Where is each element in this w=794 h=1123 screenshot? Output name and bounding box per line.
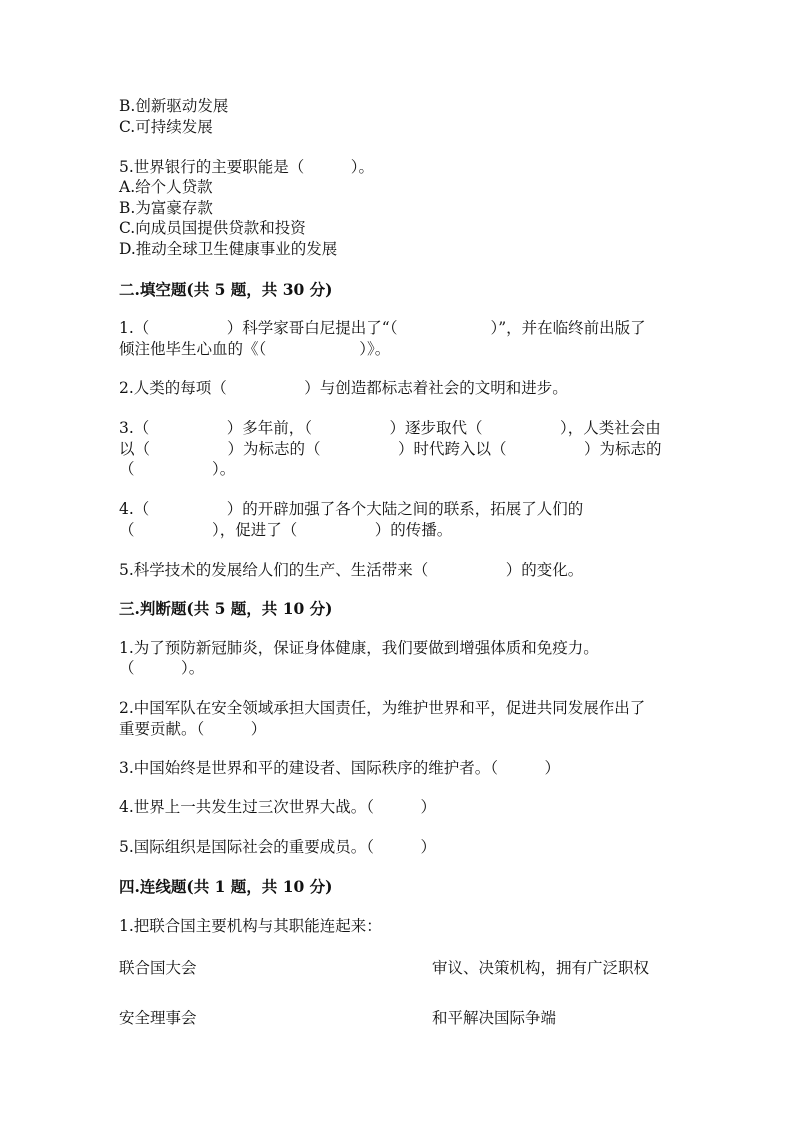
s3-q5-line1: 5.国际组织是国际社会的重要成员。（ ） xyxy=(119,838,437,856)
section3-title: 三.判断题(共 5 题，共 10 分) xyxy=(119,599,333,618)
s3-q1-line2: （ ）。 xyxy=(119,659,205,677)
q5-stem: 5.世界银行的主要职能是（ ）。 xyxy=(119,158,375,176)
s3-q3-line1: 3.中国始终是世界和平的建设者、国际秩序的维护者。（ ） xyxy=(119,759,561,777)
s2-q5-line1: 5.科学技术的发展给人们的生产、生活带来（ ）的变化。 xyxy=(119,561,584,579)
s2-q2-line1: 2.人类的每项（ ）与创造都标志着社会的文明和进步。 xyxy=(119,379,568,397)
q5-option-b: B.为富豪存款 xyxy=(119,199,213,217)
match-right-item: 和平解决国际争端 xyxy=(432,1009,557,1027)
q4-option-c: C.可持续发展 xyxy=(119,118,213,136)
s3-q2-line1: 2.中国军队在安全领域承担大国责任，为维护世界和平，促进共同发展作出了 xyxy=(119,699,646,717)
s2-q3-line2: 以（ ）为标志的（ ）时代跨入以（ ）为标志的 xyxy=(119,440,662,458)
s2-q4-line1: 4.（ ）的开辟加强了各个大陆之间的联系，拓展了人们的 xyxy=(119,500,584,518)
s3-q2-line2: 重要贡献。（ ） xyxy=(119,720,267,738)
match-right-item: 审议、决策机构，拥有广泛职权 xyxy=(432,959,650,977)
match-left-item: 安全理事会 xyxy=(119,1009,197,1027)
q5-option-d: D.推动全球卫生健康事业的发展 xyxy=(119,240,338,258)
q5-option-a: A.给个人贷款 xyxy=(119,178,213,196)
s2-q3-line1: 3.（ ）多年前，（ ）逐步取代（ ），人类社会由 xyxy=(119,419,661,437)
s2-q1-line1: 1.（ ）科学家哥白尼提出了“（ ）”，并在临终前出版了 xyxy=(119,319,646,337)
q5-option-c: C.向成员国提供贷款和投资 xyxy=(119,219,306,237)
s2-q3-line3: （ ）。 xyxy=(119,460,236,478)
s4-q1-question: 1.把联合国主要机构与其职能连起来： xyxy=(119,917,382,935)
s3-q4-line1: 4.世界上一共发生过三次世界大战。（ ） xyxy=(119,798,437,816)
match-left-item: 联合国大会 xyxy=(119,959,197,977)
s2-q4-line2: （ ），促进了（ ）的传播。 xyxy=(119,521,453,539)
q4-option-b: B.创新驱动发展 xyxy=(119,97,229,115)
s3-q1-line1: 1.为了预防新冠肺炎，保证身体健康，我们要做到增强体质和免疫力。 xyxy=(119,639,599,657)
section4-title: 四.连线题(共 1 题，共 10 分) xyxy=(119,877,333,896)
section2-title: 二.填空题(共 5 题，共 30 分) xyxy=(119,280,333,299)
s2-q1-line2: 倾注他毕生心血的《（ ）》。 xyxy=(119,340,391,358)
